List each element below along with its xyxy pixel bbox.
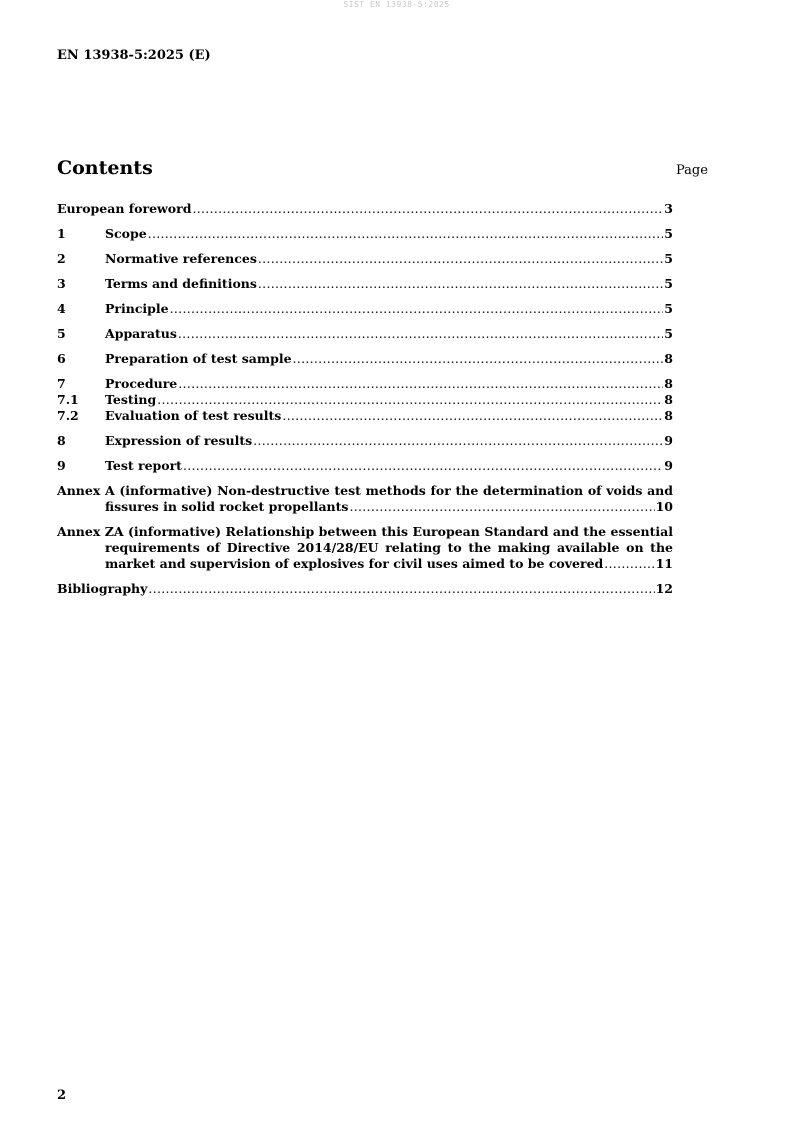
contents-heading: Contents (57, 157, 153, 179)
toc-title: Normative references (105, 251, 257, 266)
toc-leader (349, 499, 654, 515)
toc-leader (604, 556, 654, 572)
toc-title: Evaluation of test results (105, 408, 282, 423)
toc-leader (178, 326, 663, 342)
toc-leader (170, 301, 664, 317)
toc-leader (192, 201, 663, 217)
toc-number: 5 (57, 326, 66, 341)
toc-page: 3 (664, 201, 673, 216)
page-number: 2 (57, 1088, 67, 1103)
toc-number: 4 (57, 301, 66, 316)
toc-page: 11 (655, 556, 673, 571)
toc-entry-bibliography[interactable] (57, 581, 673, 597)
toc-entry-2[interactable] (57, 251, 673, 267)
toc-entry-4[interactable] (57, 301, 673, 317)
document-id: EN 13938-5:2025 (E) (57, 48, 211, 63)
toc-title: Procedure (105, 376, 178, 391)
toc-title: Bibliography (57, 581, 148, 596)
toc-number: 3 (57, 276, 66, 291)
toc-leader (148, 581, 654, 597)
toc-title: European foreword (57, 201, 192, 216)
toc-title: fissures in solid rocket propellants (105, 499, 349, 514)
toc-page: 8 (664, 351, 673, 366)
toc-leader (157, 392, 663, 408)
toc-entry-3[interactable] (57, 276, 673, 292)
toc-title: Annex A (informative) Non-destructive test methods for the determination of voids and (57, 483, 673, 498)
table-of-contents (57, 201, 673, 597)
toc-title: Expression of results (105, 433, 253, 448)
toc-leader (148, 226, 664, 242)
toc-page: 12 (655, 581, 673, 596)
toc-page: 5 (664, 226, 673, 241)
toc-leader (183, 458, 663, 474)
toc-entry-9[interactable] (57, 458, 673, 474)
toc-page: 9 (664, 458, 673, 473)
toc-title: Principle (105, 301, 169, 316)
toc-leader (258, 276, 663, 292)
toc-number: 7.2 (57, 408, 79, 423)
toc-entry-annex-za[interactable] (57, 524, 673, 572)
toc-number: 9 (57, 458, 66, 473)
toc-entry-7-1[interactable] (57, 392, 673, 408)
toc-number: 6 (57, 351, 66, 366)
toc-entry-6[interactable] (57, 351, 673, 367)
toc-number: 7 (57, 376, 66, 391)
page-column-label: Page (676, 163, 708, 178)
toc-number: 8 (57, 433, 66, 448)
toc-leader (258, 251, 663, 267)
toc-title: Terms and definitions (105, 276, 257, 291)
toc-entry-7-2[interactable] (57, 408, 673, 424)
toc-number: 2 (57, 251, 66, 266)
toc-entry-8[interactable] (57, 433, 673, 449)
toc-title: Apparatus (105, 326, 177, 341)
toc-title: Test report (105, 458, 182, 473)
toc-number: 1 (57, 226, 66, 241)
toc-page: 5 (664, 326, 673, 341)
toc-page: 5 (664, 276, 673, 291)
toc-title: Preparation of test sample (105, 351, 292, 366)
toc-leader (293, 351, 664, 367)
toc-entry-foreword[interactable] (57, 201, 673, 217)
toc-page: 9 (664, 433, 673, 448)
toc-title: Testing (105, 392, 157, 407)
toc-entry-annex-a[interactable] (57, 483, 673, 515)
toc-title: Annex ZA (informative) Relationship between this European Standard and the essential (57, 524, 673, 539)
toc-leader (282, 408, 663, 424)
toc-page: 8 (664, 376, 673, 391)
toc-page: 10 (655, 499, 673, 514)
toc-page: 5 (664, 301, 673, 316)
watermark: SIST EN 13938-5:2025 (343, 0, 450, 9)
toc-leader (253, 433, 663, 449)
toc-number: 7.1 (57, 392, 79, 407)
toc-title-continuation (57, 556, 673, 572)
toc-entry-1[interactable] (57, 226, 673, 242)
toc-entry-5[interactable] (57, 326, 673, 342)
toc-page: 8 (664, 392, 673, 407)
toc-entry-7[interactable] (57, 376, 673, 392)
toc-leader (178, 376, 663, 392)
toc-title: market and supervision of explosives for civil uses aimed to be covered (105, 556, 604, 571)
toc-title: requirements of Directive 2014/28/EU relating to the making available on the (105, 540, 673, 555)
toc-title-continuation (57, 499, 673, 515)
toc-title: Scope (105, 226, 147, 241)
toc-page: 8 (664, 408, 673, 423)
toc-page: 5 (664, 251, 673, 266)
